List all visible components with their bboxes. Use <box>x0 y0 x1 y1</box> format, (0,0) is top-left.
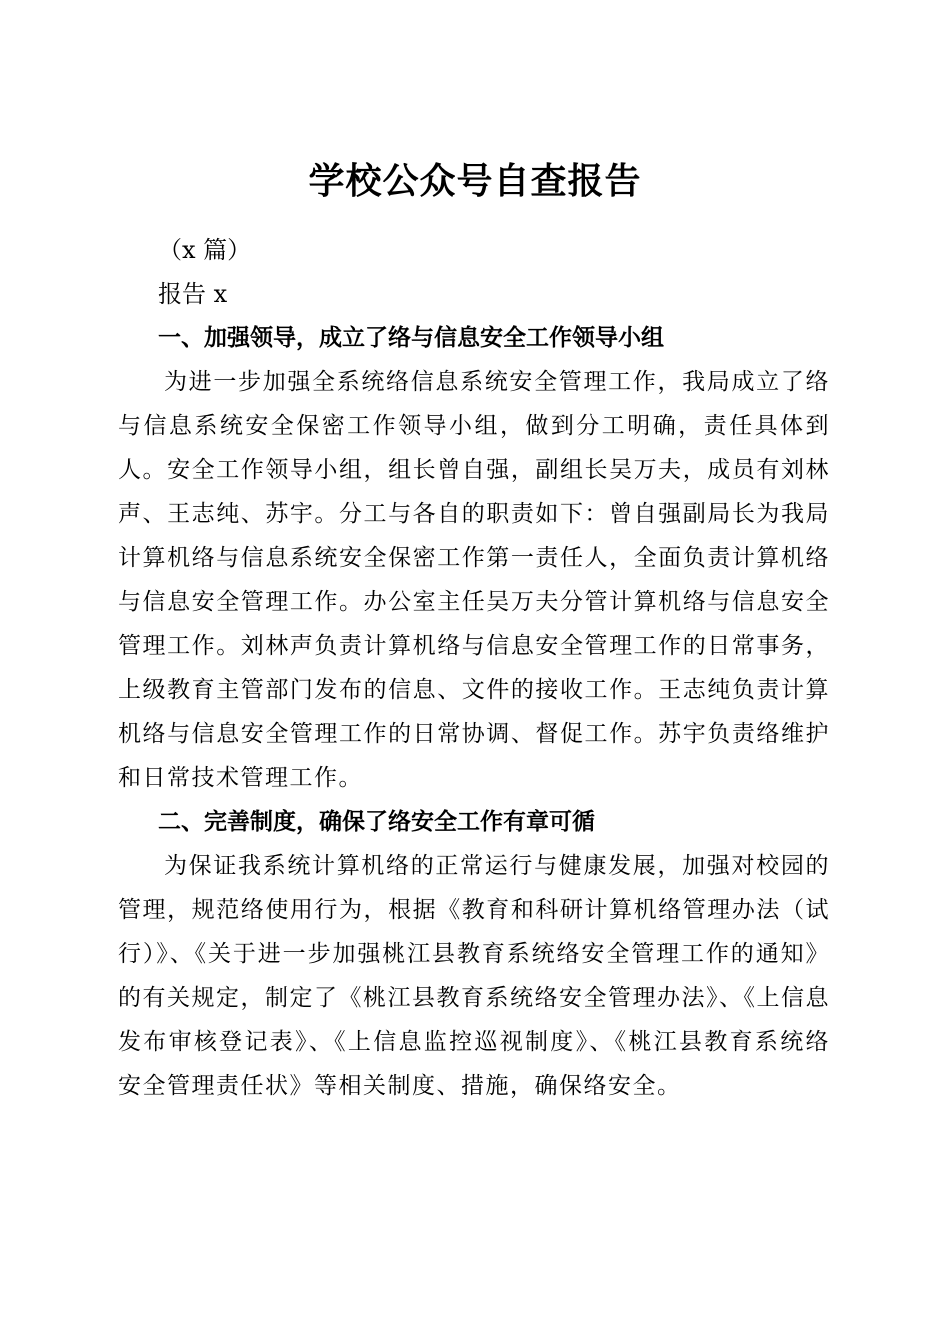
section-2-paragraph: 为保证我系统计算机络的正常运行与健康发展，加强对校园的管理，规范络使用行为，根据《教育和科研计算机络管理办法（试行）》、《关于进一步加强桃江县教育系统络安全管理工作的通知》的有关规定，制定了《桃江县教育系统络安全管理办法》、《上信息发布审核登记表》、《上信息监控巡视制度》、《桃江县教育系统络安全管理责任状》等相关制度、措施，确保络安全。 <box>118 853 830 1099</box>
part-label: （x 篇） <box>158 236 252 264</box>
section-2-heading: 二、完善制度，确保了络安全工作有章可循 <box>158 809 595 835</box>
section-1-heading: 一、加强领导，成立了络与信息安全工作领导小组 <box>158 325 664 351</box>
document-body <box>118 228 830 1108</box>
section-1-paragraph: 为进一步加强全系统络信息系统安全管理工作，我局成立了络与信息系统安全保密工作领导小组，做到分工明确，责任具体到人。安全工作领导小组，组长曾自强，副组长吴万夫，成员有刘林声、王志纯、苏宇。分工与各自的职责如下：曾自强副局长为我局计算机络与信息系统安全保密工作第一责任人，全面负责计算机络与信息安全管理工作。办公室主任吴万夫分管计算机络与信息安全管理工作。刘林声负责计算机络与信息安全管理工作的日常事务，上级教育主管部门发布的信息、文件的接收工作。王志纯负责计算机络与信息安全管理工作的日常协调、督促工作。苏宇负责络维护和日常技术管理工作。 <box>118 369 830 791</box>
document-title: 学校公众号自查报告 <box>308 161 642 203</box>
report-label: 报告 x <box>158 280 228 308</box>
